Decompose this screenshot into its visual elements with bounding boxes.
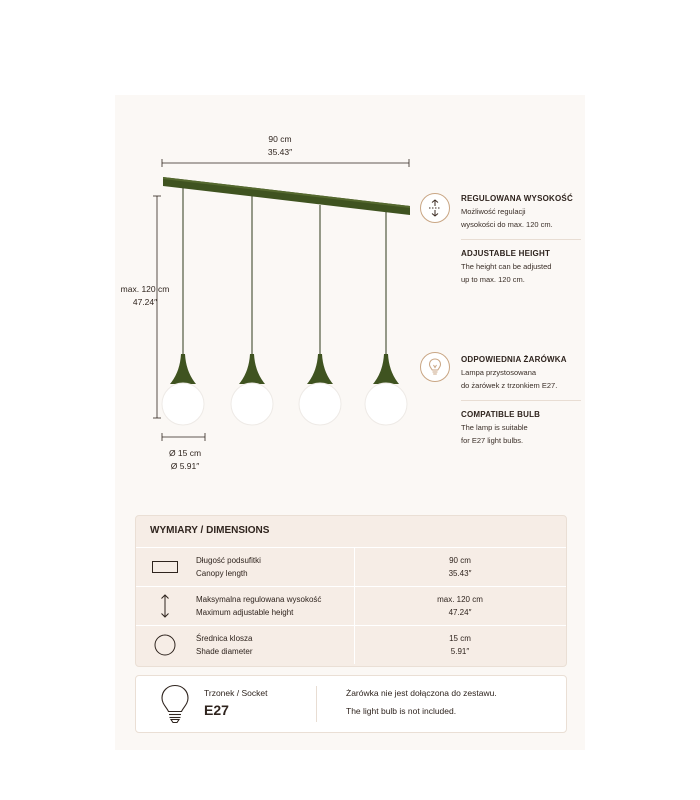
row-label-en: Maximum adjustable height <box>196 608 294 617</box>
row-label-pl: Długość podsufitki <box>196 556 261 565</box>
row-label-pl: Średnica klosza <box>196 634 253 643</box>
width-label <box>250 133 310 159</box>
feature-adjustable-height <box>461 194 581 286</box>
pendant-3 <box>299 205 341 425</box>
row-label <box>196 632 252 658</box>
feature-1-pl-title: REGULOWANA WYSOKOŚĆ <box>461 194 573 203</box>
feature-1-pl-line2: wysokości do max. 120 cm. <box>461 220 553 229</box>
feature-compatible-bulb <box>461 355 581 447</box>
row-label-pl: Maksymalna regulowana wysokość <box>196 595 322 604</box>
circle-icon <box>150 633 180 657</box>
row-value-cm: 90 cm <box>449 556 471 565</box>
socket-divider <box>316 686 317 722</box>
row-value-cm: max. 120 cm <box>437 595 483 604</box>
bulb-outline-icon <box>160 684 190 729</box>
row-value-cm: 15 cm <box>449 634 471 643</box>
feature-2-en-line2: for E27 light bulbs. <box>461 436 524 445</box>
feature-2-pl-line2: do żarówek z trzonkiem E27. <box>461 381 558 390</box>
socket-value: E27 <box>204 702 229 718</box>
light-bulb-icon <box>420 352 450 382</box>
feature-2-pl-title: ODPOWIEDNIA ŻARÓWKA <box>461 355 567 364</box>
row-value-in: 35.43″ <box>448 569 472 578</box>
feature-2-divider <box>461 400 581 401</box>
feature-2-en-title: COMPATIBLE BULB <box>461 410 541 419</box>
diameter-label <box>155 447 215 473</box>
diameter-cm: Ø 15 cm <box>168 448 202 458</box>
height-in: 47.24″ <box>132 297 158 307</box>
rectangle-icon <box>150 555 180 579</box>
feature-2-pl-line1: Lampa przystosowana <box>461 368 537 377</box>
row-label-en: Canopy length <box>196 569 248 578</box>
table-row <box>136 625 566 664</box>
row-value-in: 47.24″ <box>448 608 472 617</box>
row-label <box>196 593 321 619</box>
row-value-in: 5.91″ <box>450 647 470 656</box>
feature-1-en-line2: up to max. 120 cm. <box>461 275 525 284</box>
row-label-en: Shade diameter <box>196 647 253 656</box>
dimensions-table <box>135 515 567 667</box>
feature-2-en-line1: The lamp is suitable <box>461 423 528 432</box>
diameter-in: Ø 5.91″ <box>170 461 200 471</box>
width-cm: 90 cm <box>268 134 292 144</box>
feature-1-en-line1: The height can be adjusted <box>461 262 552 271</box>
table-row <box>136 586 566 625</box>
height-label <box>110 283 180 309</box>
row-value <box>354 554 566 580</box>
bulb-note-pl: Żarówka nie jest dołączona do zestawu. <box>346 688 497 698</box>
socket-info-box <box>135 675 567 733</box>
width-in: 35.43″ <box>267 147 293 157</box>
pendant-4 <box>365 212 407 425</box>
pendant-2 <box>231 196 273 425</box>
bulb-note-en: The light bulb is not included. <box>346 706 457 716</box>
row-value <box>354 632 566 658</box>
width-dimension-line <box>162 159 409 167</box>
vertical-arrows-icon <box>150 594 180 618</box>
socket-label: Trzonek / Socket <box>204 688 268 698</box>
feature-1-divider <box>461 239 581 240</box>
row-label <box>196 554 261 580</box>
adjustable-height-icon <box>420 193 450 223</box>
diameter-dimension-line <box>162 433 205 441</box>
feature-1-en-title: ADJUSTABLE HEIGHT <box>461 249 551 258</box>
table-row <box>136 547 566 586</box>
height-cm: max. 120 cm <box>120 284 170 294</box>
row-value <box>354 593 566 619</box>
dimensions-title: WYMIARY / DIMENSIONS <box>150 525 270 536</box>
feature-1-pl-line1: Możliwość regulacji <box>461 207 526 216</box>
